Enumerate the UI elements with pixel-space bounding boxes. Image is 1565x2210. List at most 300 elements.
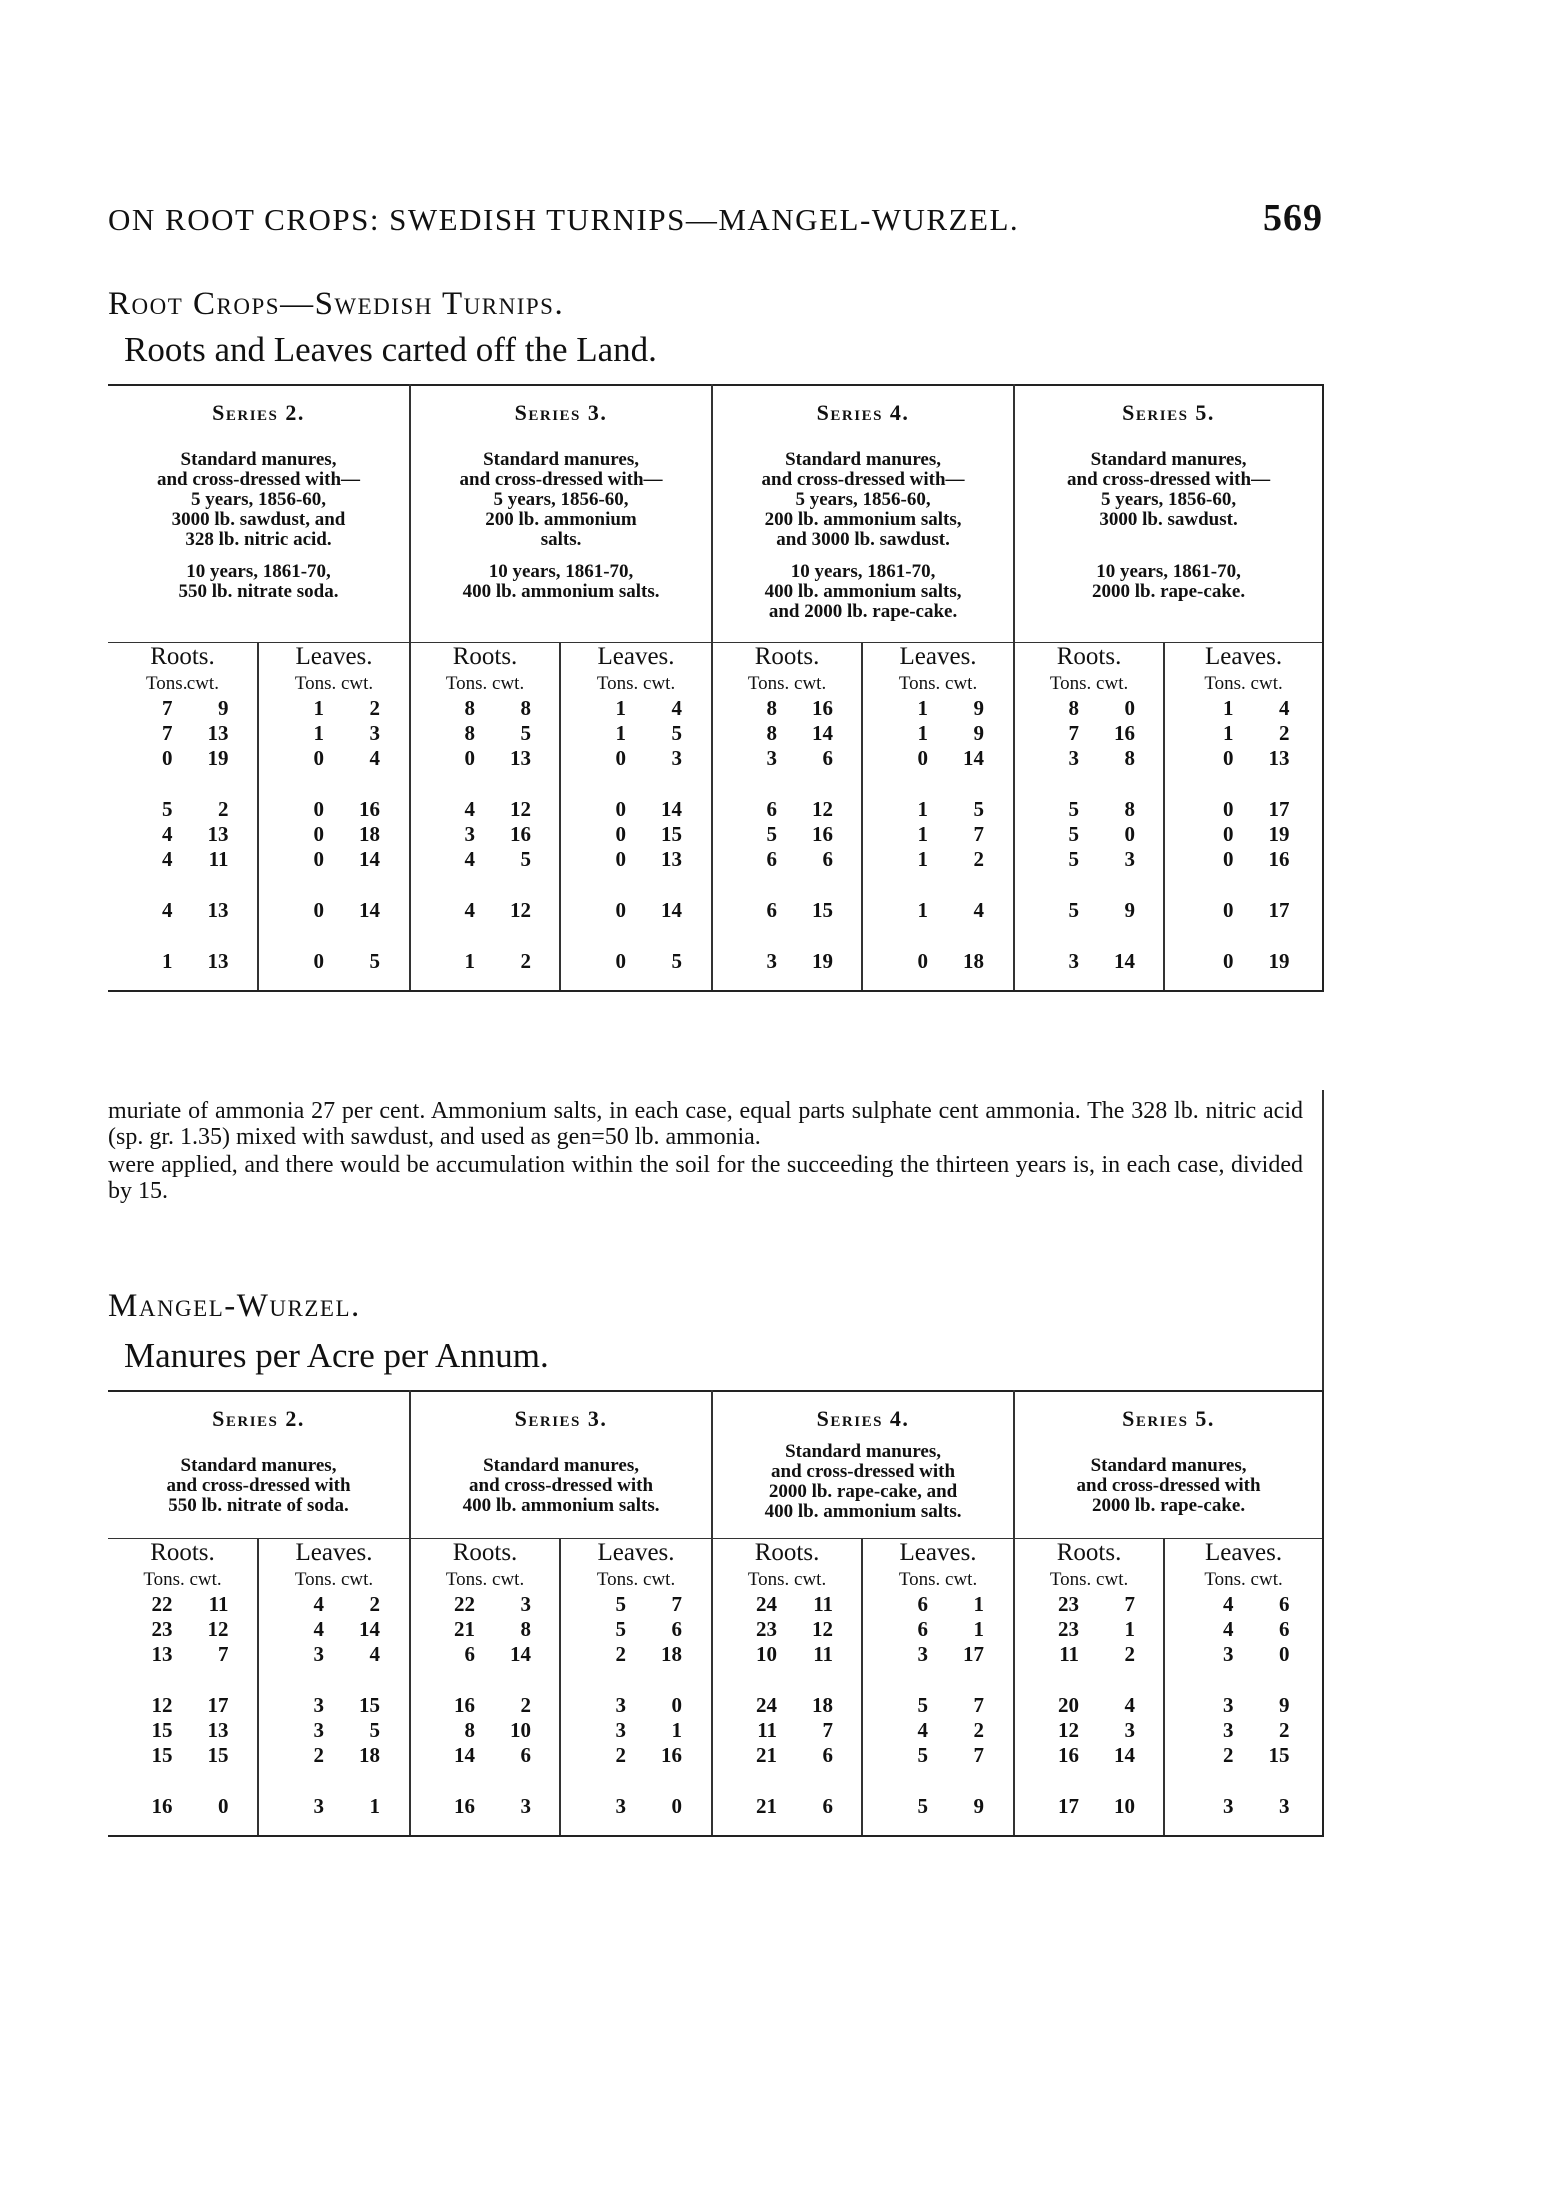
series-heading: Series 3. (514, 400, 608, 425)
leaves-label: Leaves. (258, 643, 410, 672)
tons-value: 8 (464, 1718, 476, 1742)
tons-value: 1 (917, 898, 929, 922)
manure-line: and cross-dressed with (166, 1475, 351, 1496)
cwt-value: 13 (661, 847, 683, 871)
manure-line: salts. (540, 529, 582, 550)
leaves-label: Leaves. (1164, 643, 1323, 672)
swedes-roots-value-row (411, 898, 559, 923)
mangels-s4-leaves (862, 1567, 1014, 1836)
swedes-leaves-value-row (1165, 721, 1322, 746)
cwt-value: 17 (207, 1693, 229, 1717)
mangels-leaves-value-row (1165, 1718, 1322, 1743)
cwt-value: 5 (520, 721, 532, 745)
leaves-label: Leaves. (560, 1539, 712, 1568)
tons-value: 5 (917, 1743, 929, 1767)
cwt-value: 14 (359, 898, 380, 922)
mangels-s2-roots (108, 1567, 258, 1836)
cwt-value: 0 (1124, 822, 1136, 846)
tons-value: 5 (917, 1693, 929, 1717)
tons-value: 3 (1223, 1642, 1234, 1666)
mangels-leaves-value-row (561, 1693, 711, 1718)
cwt-value: 8 (1124, 746, 1136, 770)
mangels-leaves-value-row (259, 1617, 409, 1642)
tons-value: 4 (1223, 1592, 1234, 1616)
cwt-value: 2 (1279, 721, 1290, 745)
tons-value: 22 (151, 1592, 173, 1616)
cwt-value: 2 (1124, 1642, 1136, 1666)
manure-line: 328 lb. nitric acid. (185, 529, 332, 550)
tons-value: 0 (1223, 822, 1234, 846)
tons-value: 4 (162, 847, 173, 871)
tons-value: 6 (917, 1592, 929, 1616)
tons-value: 0 (1223, 797, 1234, 821)
mangels-leaves-value-row (561, 1794, 711, 1819)
manure-line: 550 lb. nitrate of soda. (168, 1495, 349, 1516)
cwt-value: 1 (973, 1592, 985, 1616)
cwt-value: 5 (671, 721, 683, 745)
tons-value: 21 (756, 1743, 778, 1767)
cwt-value: 11 (813, 1592, 834, 1616)
tons-value: 4 (917, 1718, 929, 1742)
manure-line: Standard manures, (785, 1441, 941, 1462)
mangels-leaves-value-row (1165, 1642, 1322, 1667)
tons-value: 0 (313, 847, 324, 871)
tons-label: Tons. (596, 1569, 639, 1590)
cwt-value: 6 (671, 1617, 683, 1641)
tons-value: 20 (1058, 1693, 1080, 1717)
cwt-value: 10 (510, 1718, 532, 1742)
manure-line: 550 lb. nitrate soda. (178, 581, 339, 602)
swedes-roots-value-row (713, 822, 861, 847)
mangels-leaves-value-row (863, 1718, 1013, 1743)
tons-value: 5 (1068, 898, 1080, 922)
mangels-roots-value-row (411, 1592, 559, 1617)
tons-value: 3 (1223, 1794, 1234, 1818)
cwt-value: 14 (963, 746, 985, 770)
cwt-value: 11 (208, 1592, 229, 1616)
cwt-value: 13 (207, 949, 229, 973)
tons-value: 2 (615, 1743, 627, 1767)
mangels-leaves-value-row (259, 1693, 409, 1718)
series-column (410, 385, 712, 643)
swedes-s5-leaves (1164, 671, 1323, 991)
series-column (1014, 385, 1323, 643)
tons-value: 2 (313, 1743, 324, 1767)
cwt-value: 4 (1124, 1693, 1136, 1717)
tons-value: 0 (1223, 949, 1234, 973)
tons-value: 1 (615, 721, 627, 745)
tons-label: Tons. (898, 1569, 941, 1590)
mangels-leaves-value-row (1165, 1592, 1322, 1617)
manure-line: 5 years, 1856-60, (190, 489, 327, 510)
tons-value: 6 (766, 898, 778, 922)
tons-value: 3 (766, 746, 778, 770)
tons-value: 7 (1068, 721, 1080, 745)
cwt-value: 2 (973, 847, 985, 871)
tons-label: Tons. (445, 673, 488, 694)
cwt-value: 15 (207, 1743, 229, 1767)
manure-line: and cross-dressed with— (459, 469, 663, 490)
series-column (410, 1391, 712, 1539)
page-number: 569 (1263, 197, 1323, 239)
series-column (108, 1391, 410, 1539)
mangels-s5-leaves (1164, 1567, 1323, 1836)
swedes-roots-value-row (108, 746, 257, 771)
swedes-leaves-value-row (259, 746, 409, 771)
cwt-value: 18 (359, 1743, 380, 1767)
mangels-leaves-value-row (259, 1592, 409, 1617)
tons-value: 3 (615, 1693, 627, 1717)
tons-value: 17 (1058, 1794, 1080, 1818)
tons-label: Tons. (146, 673, 188, 694)
swedes-leaves-value-row (863, 746, 1013, 771)
cwt-value: 16 (812, 696, 834, 720)
cwt-value: 7 (973, 1743, 985, 1767)
cwt-value: 0 (671, 1794, 683, 1818)
tons-value: 0 (313, 949, 324, 973)
tons-label: Tons. (1049, 673, 1092, 694)
cwt-value: 16 (661, 1743, 683, 1767)
cwt-value: 3 (520, 1794, 532, 1818)
tons-value: 23 (151, 1617, 173, 1641)
tons-value: 23 (756, 1617, 778, 1641)
tons-value: 4 (313, 1592, 324, 1616)
roots-label: Roots. (712, 1539, 862, 1568)
cwt-value: 16 (1114, 721, 1136, 745)
tons-value: 6 (464, 1642, 476, 1666)
swedes-subtitle: Roots and Leaves carted off the Land. (124, 330, 657, 369)
mangels-title: Mangel-Wurzel. (108, 1288, 361, 1324)
tons-value: 4 (162, 822, 173, 846)
cwt-value: 5 (973, 797, 985, 821)
cwt-value: 5 (369, 949, 380, 973)
tons-value: 0 (615, 797, 627, 821)
tons-value: 8 (766, 696, 778, 720)
manure-line: 10 years, 1861-70, (1096, 561, 1241, 582)
manure-line: and 3000 lb. sawdust. (776, 529, 950, 550)
cwt-label: cwt. (643, 1569, 676, 1590)
cwt-value: 5 (369, 1718, 380, 1742)
cwt-value: 15 (359, 1693, 380, 1717)
roots-label: Roots. (1014, 643, 1164, 672)
cwt-value: 14 (510, 1642, 532, 1666)
swedes-roots-value-row (108, 696, 257, 721)
tons-value: 0 (1223, 898, 1234, 922)
cwt-value: 19 (1268, 949, 1290, 973)
tons-value: 22 (454, 1592, 476, 1616)
manure-line: Standard manures, (1090, 449, 1247, 470)
manure-line: 5 years, 1856-60, (493, 489, 629, 510)
tons-value: 0 (917, 949, 929, 973)
mangels-roots-value-row (1015, 1743, 1163, 1768)
mangels-roots-value-row (713, 1617, 861, 1642)
tons-value: 11 (757, 1718, 778, 1742)
mangels-roots-value-row (411, 1617, 559, 1642)
swedes-leaves-value-row (561, 847, 711, 872)
tons-value: 4 (464, 847, 476, 871)
cwt-value: 12 (207, 1617, 229, 1641)
tons-value: 8 (464, 696, 476, 720)
cwt-value: 9 (218, 696, 229, 720)
tons-value: 0 (313, 797, 324, 821)
mangels-roots-value-row (411, 1794, 559, 1819)
swedes-leaves-value-row (863, 898, 1013, 923)
tons-value: 0 (313, 898, 324, 922)
swedes-leaves-value-row (259, 898, 409, 923)
manure-line: 400 lb. ammonium salts, (764, 581, 962, 602)
tons-value: 3 (917, 1642, 929, 1666)
cwt-value: 12 (510, 797, 532, 821)
running-head (108, 196, 1323, 240)
cwt-value: 14 (661, 898, 683, 922)
cwt-value: 1 (973, 1617, 985, 1641)
series-heading: Series 4. (816, 1406, 910, 1431)
page-rule (1322, 1090, 1324, 1390)
swedes-roots-value-row (108, 847, 257, 872)
tons-value: 1 (917, 797, 929, 821)
cwt-value: 18 (812, 1693, 834, 1717)
cwt-value: 7 (973, 1693, 985, 1717)
cwt-value: 3 (1279, 1794, 1290, 1818)
tons-value: 7 (162, 721, 173, 745)
cwt-value: 3 (369, 721, 380, 745)
mangels-roots-value-row (108, 1592, 257, 1617)
cwt-value: 8 (520, 1617, 532, 1641)
tons-value: 3 (1223, 1693, 1234, 1717)
mangels-s5-roots (1014, 1567, 1164, 1836)
tons-value: 3 (615, 1794, 627, 1818)
mangels-roots-value-row (713, 1592, 861, 1617)
swedes-roots-value-row (411, 696, 559, 721)
manure-line: 5 years, 1856-60, (1101, 489, 1237, 510)
manure-description (411, 450, 711, 622)
cwt-value: 10 (1114, 1794, 1136, 1818)
manure-line: 2000 lb. rape-cake. (1092, 581, 1246, 602)
mangels-s4-roots (712, 1567, 862, 1836)
cwt-value: 3 (671, 746, 683, 770)
tons-value: 0 (615, 949, 627, 973)
cwt-value: 12 (510, 898, 532, 922)
cwt-value: 15 (812, 898, 834, 922)
cwt-value: 2 (369, 1592, 380, 1616)
mangels-leaves-value-row (561, 1743, 711, 1768)
swedes-roots-value-row (1015, 822, 1163, 847)
manure-description (108, 1456, 409, 1532)
tons-value: 12 (151, 1693, 173, 1717)
swedes-roots-value-row (1015, 797, 1163, 822)
mangels-leaves-value-row (1165, 1617, 1322, 1642)
roots-label: Roots. (108, 643, 258, 672)
cwt-value: 1 (1124, 1617, 1136, 1641)
tons-value: 16 (454, 1794, 476, 1818)
manure-description (713, 450, 1013, 642)
swedes-leaves-value-row (259, 696, 409, 721)
series-column (108, 385, 410, 643)
cwt-value: 14 (812, 721, 834, 745)
manure-line: 400 lb. ammonium salts. (764, 1501, 962, 1522)
footnotes (108, 1098, 1303, 1204)
tons-value: 14 (454, 1743, 476, 1767)
tons-value: 3 (313, 1642, 324, 1666)
manure-line: Standard manures, (483, 449, 639, 470)
swedes-roots-value-row (713, 898, 861, 923)
swedes-leaves-value-row (561, 822, 711, 847)
cwt-value: 2 (520, 1693, 532, 1717)
tons-value: 6 (917, 1617, 929, 1641)
cwt-value: 4 (369, 746, 380, 770)
cwt-value: 11 (208, 847, 229, 871)
cwt-value: 13 (207, 822, 229, 846)
swedes-roots-value-row (1015, 696, 1163, 721)
swedes-s3-roots (410, 671, 560, 991)
cwt-value: 7 (218, 1642, 229, 1666)
tons-value: 3 (1068, 949, 1080, 973)
series-heading: Series 2. (212, 1406, 305, 1431)
mangels-s3-leaves (560, 1567, 712, 1836)
cwt-value: 0 (218, 1794, 229, 1818)
series-column (1014, 1391, 1323, 1539)
manure-line: 10 years, 1861-70, (488, 561, 634, 582)
tons-value: 5 (1068, 797, 1080, 821)
mangels-leaves-value-row (863, 1592, 1013, 1617)
swedes-roots-value-row (713, 721, 861, 746)
cwt-label: cwt. (945, 1569, 978, 1590)
tons-value: 8 (464, 721, 476, 745)
cwt-value: 6 (822, 746, 834, 770)
cwt-value: 4 (671, 696, 683, 720)
tons-value: 1 (313, 721, 324, 745)
cwt-value: 15 (661, 822, 683, 846)
manure-line: 3000 lb. sawdust. (1099, 509, 1238, 530)
mangels-roots-value-row (411, 1743, 559, 1768)
mangels-roots-value-row (713, 1743, 861, 1768)
mangels-roots-value-row (713, 1794, 861, 1819)
tons-value: 15 (151, 1743, 173, 1767)
cwt-value: 6 (1279, 1617, 1290, 1641)
swedes-leaves-value-row (561, 898, 711, 923)
swedes-roots-value-row (108, 822, 257, 847)
swedes-roots-value-row (1015, 949, 1163, 974)
leaves-label: Leaves. (862, 1539, 1014, 1568)
swedes-roots-value-row (411, 822, 559, 847)
cwt-value: 4 (973, 898, 985, 922)
tons-value: 5 (766, 822, 778, 846)
swedes-roots-value-row (411, 746, 559, 771)
cwt-value: 4 (1279, 696, 1290, 720)
mangels-leaves-value-row (561, 1642, 711, 1667)
tons-value: 24 (756, 1693, 778, 1717)
cwt-value: 7 (822, 1718, 834, 1742)
tons-value: 3 (464, 822, 476, 846)
mangels-roots-value-row (713, 1693, 861, 1718)
mangels-leaves-value-row (1165, 1693, 1322, 1718)
manure-line: and cross-dressed with— (761, 469, 965, 490)
tons-value: 21 (756, 1794, 778, 1818)
tons-value: 3 (313, 1794, 324, 1818)
tons-value: 10 (756, 1642, 778, 1666)
roots-label: Roots. (410, 643, 560, 672)
tons-label: Tons. (1204, 673, 1246, 694)
cwt-value: 6 (822, 847, 834, 871)
cwt-value: 0 (1124, 696, 1136, 720)
manure-line: 5 years, 1856-60, (795, 489, 931, 510)
swedes-leaves-value-row (863, 696, 1013, 721)
mangels-leaves-value-row (259, 1642, 409, 1667)
tons-label: Tons. (747, 673, 790, 694)
cwt-value: 12 (812, 1617, 834, 1641)
manure-description (108, 450, 409, 622)
tons-value: 16 (1058, 1743, 1080, 1767)
cwt-value: 6 (822, 1794, 834, 1818)
footnote-line: muriate of ammonia 27 per cent. Ammonium salts, in each case, equal parts sulphate cent ammonia. The 328 lb. nitric acid (sp. gr. 1.35) mixed with sawdust, and used as gen=50 lb. ammonia. (108, 1098, 1303, 1150)
series-heading: Series 5. (1122, 1406, 1215, 1431)
tons-value: 5 (917, 1794, 929, 1818)
cwt-value: 9 (973, 721, 985, 745)
tons-value: 0 (313, 746, 324, 770)
series-heading: Series 4. (816, 400, 910, 425)
swedes-leaves-value-row (561, 696, 711, 721)
footnote-line: were applied, and there would be accumulation within the soil for the succeeding the thirteen years is, in each case, divided by 15. (108, 1152, 1303, 1204)
cwt-value: 9 (1124, 898, 1136, 922)
tons-value: 8 (1068, 696, 1080, 720)
cwt-value: 16 (359, 797, 380, 821)
tons-value: 3 (1068, 746, 1080, 770)
tons-label: Tons. (445, 1569, 488, 1590)
cwt-value: 14 (1114, 949, 1136, 973)
series-column (712, 1391, 1014, 1539)
manure-line: and cross-dressed with— (1067, 469, 1271, 490)
cwt-label: cwt. (492, 1569, 525, 1590)
swedes-roots-value-row (1015, 746, 1163, 771)
swedes-leaves-value-row (1165, 822, 1322, 847)
manure-line: and cross-dressed with (469, 1475, 654, 1496)
mangels-roots-value-row (108, 1743, 257, 1768)
manure-line: 200 lb. ammonium salts, (764, 509, 962, 530)
swedes-leaves-value-row (1165, 746, 1322, 771)
swedes-roots-value-row (108, 797, 257, 822)
swedes-s3-leaves (560, 671, 712, 991)
cwt-value: 15 (1268, 1743, 1290, 1767)
swedes-leaves-value-row (259, 949, 409, 974)
series-heading: Series 5. (1122, 400, 1215, 425)
manure-line: Standard manures, (1090, 1455, 1247, 1476)
cwt-value: 6 (520, 1743, 532, 1767)
tons-value: 1 (917, 721, 929, 745)
cwt-label: cwt. (1096, 1569, 1129, 1590)
roots-label: Roots. (1014, 1539, 1164, 1568)
manure-line: Standard manures, (180, 1455, 337, 1476)
tons-value: 3 (1223, 1718, 1234, 1742)
cwt-value: 6 (1279, 1592, 1290, 1616)
tons-value: 4 (1223, 1617, 1234, 1641)
manure-line: Standard manures, (180, 449, 337, 470)
cwt-value: 8 (520, 696, 532, 720)
cwt-value: 4 (369, 1642, 380, 1666)
tons-value: 24 (756, 1592, 778, 1616)
manure-line: Standard manures, (483, 1455, 639, 1476)
mangels-leaves-value-row (561, 1617, 711, 1642)
cwt-value: 14 (359, 1617, 380, 1641)
manure-line: and 2000 lb. rape-cake. (768, 601, 958, 622)
cwt-value: 3 (520, 1592, 532, 1616)
tons-value: 6 (766, 797, 778, 821)
cwt-value: 8 (1124, 797, 1136, 821)
swedes-roots-value-row (108, 898, 257, 923)
tons-value: 6 (766, 847, 778, 871)
tons-label: Tons. (294, 1569, 337, 1590)
mangels-roots-value-row (1015, 1592, 1163, 1617)
cwt-value: 18 (359, 822, 380, 846)
